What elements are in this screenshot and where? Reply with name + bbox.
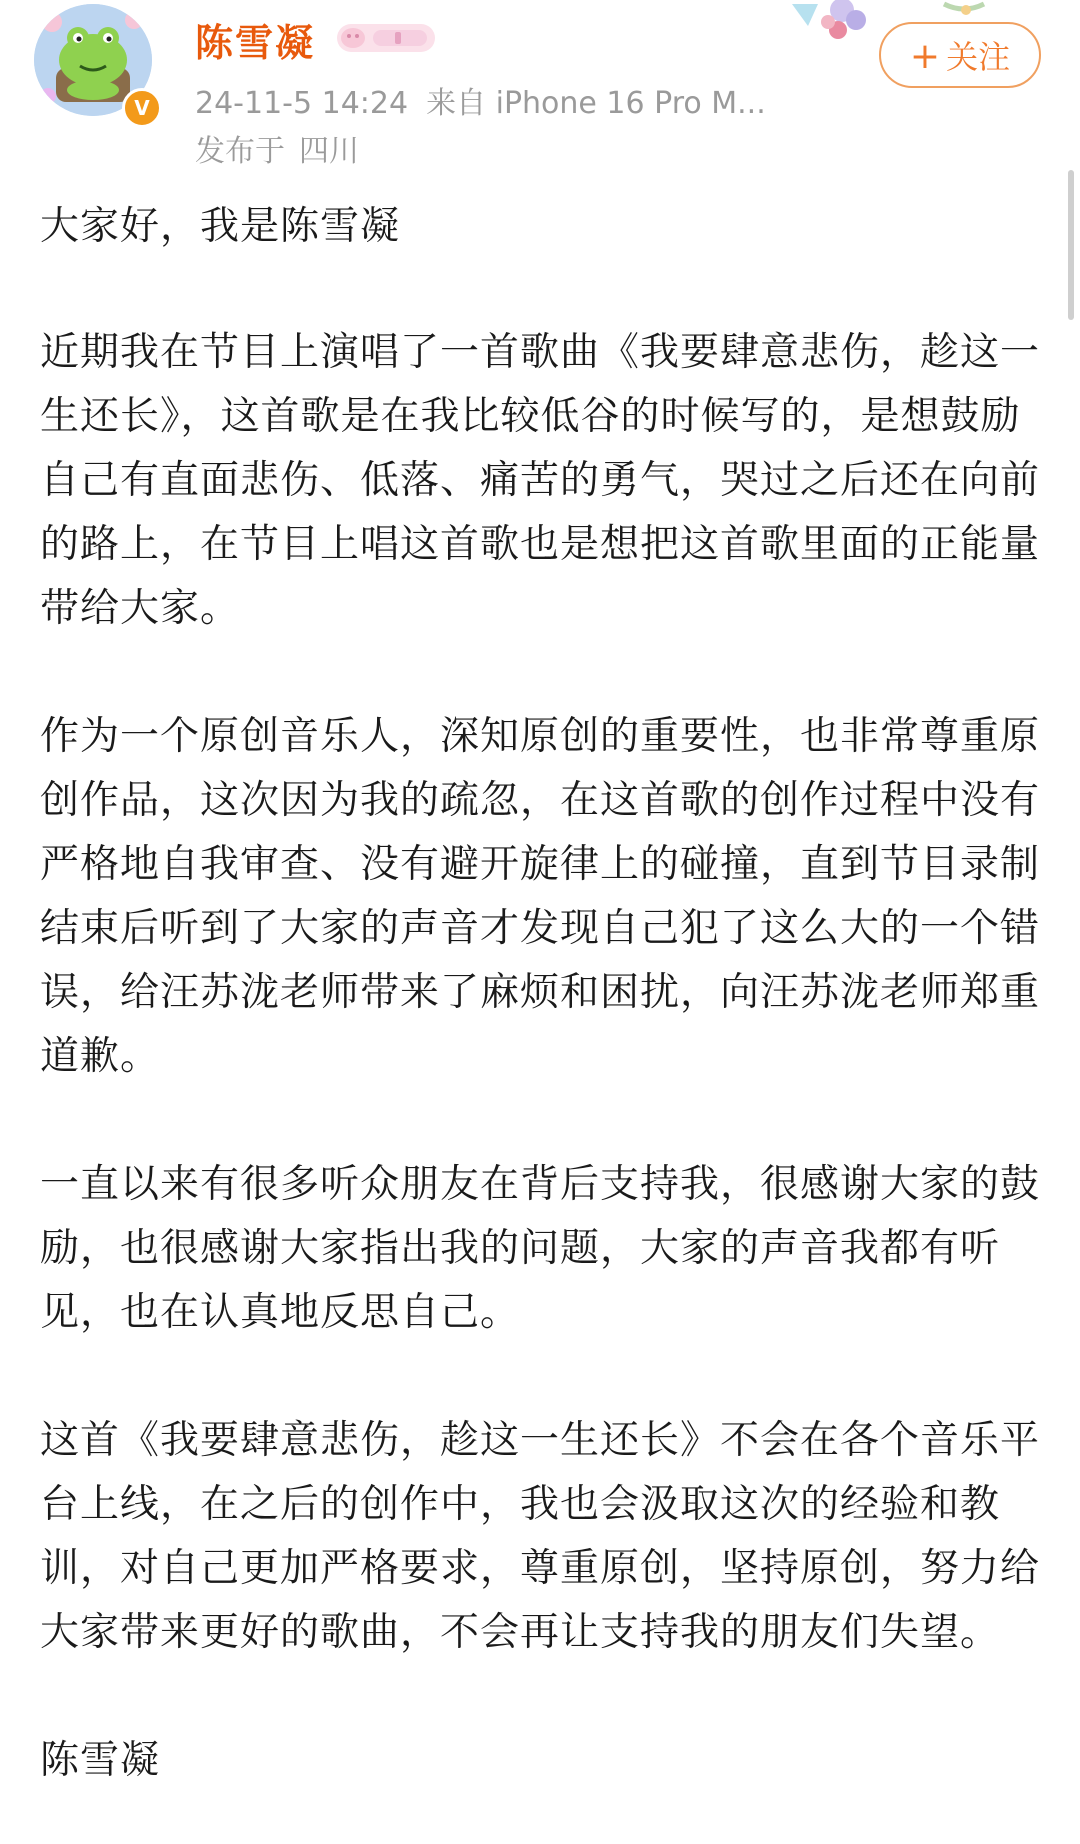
post-signature: 陈雪凝 — [40, 1738, 161, 1783]
post-source: 来自 iPhone 16 Pro M... — [426, 86, 766, 121]
username[interactable]: 陈雪凝 — [195, 21, 316, 65]
post-greeting: 大家好，我是陈雪凝 — [40, 204, 401, 249]
post-paragraph: 作为一个原创音乐人，深知原创的重要性，也非常尊重原创作品，这次因为我的疏忽，在这首歌的创作过程中没有严格地自我审查、没有避开旋律上的碰撞，直到节目录制结束后听到了大家的声音才发现自己犯了这么大的一个错误，给汪苏泷老师带来了麻烦和困扰，向汪苏泷老师郑重道歉。 — [40, 714, 1041, 1079]
location-value: 四川 — [299, 134, 359, 169]
post-paragraph: 近期我在节目上演唱了一首歌曲《我要肆意悲伤，趁这一生还长》，这首歌是在我比较低谷的时候写的，是想鼓励自己有直面悲伤、低落、痛苦的勇气，哭过之后还在向前的路上，在节目上唱这首歌也是想把这首歌里面的正能量带给大家。 — [40, 330, 1041, 631]
post-paragraph: 这首《我要肆意悲伤，趁这一生还长》不会在各个音乐平台上线，在之后的创作中，我也会汲取这次的经验和教训，对自己更加严格要求，尊重原创，坚持原创，努力给大家带来更好的歌曲，不会再让支持我的朋友们失望。 — [40, 1418, 1041, 1655]
location-label: 发布于 — [195, 134, 285, 169]
plus-icon: + — [909, 36, 941, 77]
member-badge-icon[interactable] — [333, 18, 439, 58]
post-location — [195, 126, 359, 170]
post-header — [0, 0, 1080, 170]
verified-badge-icon: V — [122, 88, 162, 128]
scrollbar[interactable] — [1068, 170, 1074, 320]
post-timestamp: 24-11-5 14:24 — [195, 86, 409, 121]
avatar[interactable] — [34, 4, 160, 120]
post-meta — [195, 78, 784, 122]
follow-label: 关注 — [946, 38, 1011, 76]
follow-button[interactable] — [879, 22, 1041, 88]
post-body — [40, 195, 1040, 1793]
post-paragraph: 一直以来有很多听众朋友在背后支持我，很感谢大家的鼓励，也很感谢大家指出我的问题，大家的声音我都有听见，也在认真地反思自己。 — [40, 1162, 1041, 1335]
